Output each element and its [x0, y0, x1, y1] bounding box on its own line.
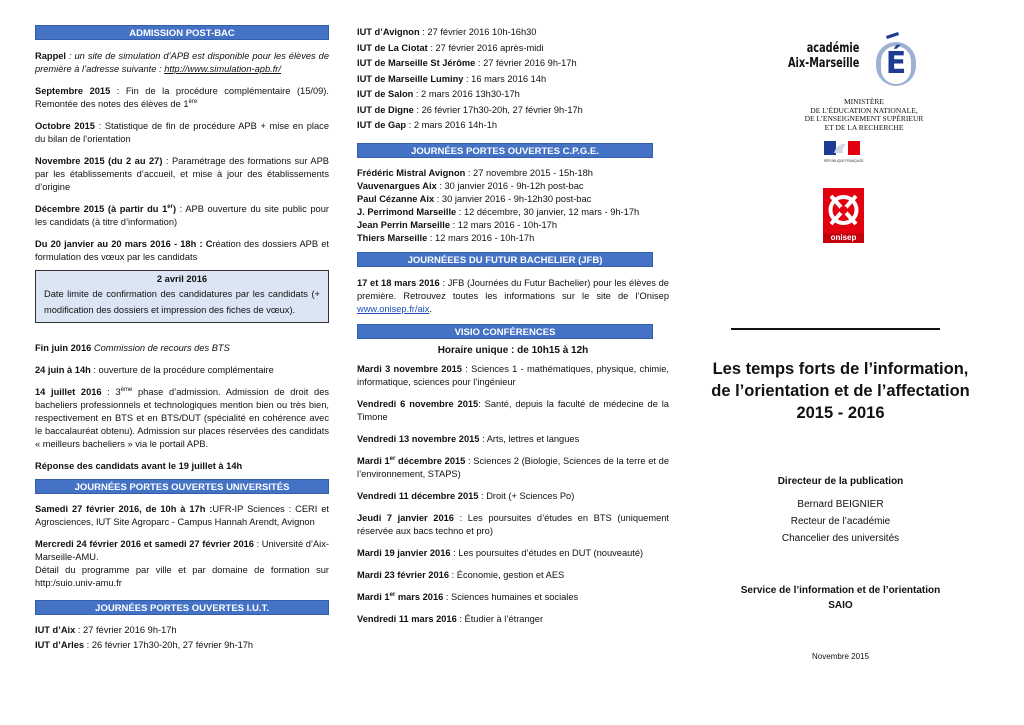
iut-item: IUT de Gap : 2 mars 2016 14h-1h — [357, 120, 498, 130]
academie-line2: Aix-Marseille — [788, 56, 860, 71]
univ-item-2-detail: Détail du programme par ville et par domaine de formation sur http:/suio.univ-amu.fr — [35, 565, 329, 588]
service-block: Service de l’information et de l’orientation SAIO — [740, 585, 941, 611]
onisep-wordmark: onisep — [823, 233, 864, 243]
item-juin-24: 24 juin à 14h : ouverture de la procédure complémentaire — [35, 365, 274, 375]
iut-item: IUT d’Arles : 26 février 17h30-20h, 27 février 9h-17h — [35, 640, 254, 650]
visio-item: Vendredi 13 novembre 2015 : Arts, lettres et langues — [357, 433, 580, 444]
deadline-box — [35, 270, 329, 323]
visio-item: Vendredi 11 décembre 2015 : Droit (+ Sciences Po) — [357, 490, 575, 501]
visio-item: Vendredi 6 novembre 2015: Santé, depuis la faculté de médecine de la Timone — [357, 398, 669, 422]
visio-list — [357, 363, 669, 626]
section-header-cpge: JOURNÉES PORTES OUVERTES C.P.G.E. — [357, 143, 653, 158]
visio-item: Mardi 3 novembre 2015 : Sciences 1 - mathématiques, physique, chimie, informatique, sciences pour l’ingénieur — [357, 363, 669, 387]
jfb-paragraph: 17 et 18 mars 2016 : JFB (Journées du Futur Bachelier) pour les élèves de première. Retrouvez toutes les informations sur le site de l’Onisep www.onisep.fr/aix. — [357, 277, 669, 314]
item-janvier: Du 20 janvier au 20 mars 2016 - 18h : Création des dossiers APB et formulation des vœux par les candidats — [35, 239, 329, 262]
republique-francaise-logo — [824, 141, 864, 163]
cpge-item: Paul Cézanne Aix : 30 janvier 2016 - 9h-12h30 post-bac — [357, 193, 592, 204]
item-novembre: Novembre 2015 (du 2 au 27) : Paramétrage des formations sur APB par les établissements d’accueil, et mise à jour des établissements d’origine — [35, 156, 329, 192]
cpge-item: Vauvenargues Aix : 30 janvier 2016 - 9h-12h post-bac — [357, 180, 584, 191]
rappel-label: Rappel — [35, 51, 66, 61]
visio-item: Mardi 1er décembre 2015 : Sciences 2 (Biologie, Sciences de la terre et de l’environnement, STAPS) — [357, 455, 670, 479]
academie-e-icon — [872, 32, 920, 88]
item-reponse: Réponse des candidats avant le 19 juillet à 14h — [35, 461, 243, 471]
directeur-label: Directeur de la publication — [777, 476, 904, 487]
visio-item: Vendredi 11 mars 2016 : Étudier à l’étranger — [357, 613, 544, 624]
item-juillet-14: 14 juillet 2016 : 3ème phase d’admission. Admission de droit des bacheliers professionnels et technologiques mention bien ou très bien, respectivement en BTS et en BTS/DUT (spécialité en cohérence avec le baccalauréat obtenu). Admission sur places réservées des candidats « meilleurs bacheliers » via le portail APB. — [35, 386, 330, 449]
iut-item: IUT de Marseille St Jérôme : 27 février 2016 9h-17h — [357, 58, 577, 68]
directeur-block: Directeur de la publication Bernard BEIGNIER Recteur de l’académie Chancelier des universités — [700, 475, 981, 547]
cpge-list — [357, 167, 669, 245]
rappel-paragraph: Rappel : un site de simulation d’APB est disponible pour les élèves de première à l’adresse suivante : http://www.simulation-apb.fr/ — [35, 51, 329, 74]
directeur-name: Bernard BEIGNIER — [797, 499, 884, 510]
publication-date: Novembre 2015 — [812, 652, 869, 661]
simulation-link[interactable]: http://www.simulation-apb.fr/ — [164, 64, 281, 74]
item-septembre: Septembre 2015 : Fin de la procédure complémentaire (15/09). Remontée des notes des élèves de 1ère — [35, 86, 329, 109]
deadline-text: Date limite de confirmation des candidatures par les candidats (+ modification des dossiers et impression des fiches de vœux). — [44, 289, 320, 315]
section-header-visio: VISIO CONFÉRENCES — [357, 324, 653, 339]
iut-item: IUT d’Aix : 27 février 2016 9h-17h — [35, 625, 177, 635]
column-left — [35, 0, 329, 652]
visio-item: Jeudi 7 janvier 2016 : Les poursuites d’études en BTS (uniquement réservée aux bacs techno et pro) — [357, 512, 669, 536]
iut-list — [357, 25, 669, 134]
iut-item: IUT de Salon : 2 mars 2016 13h30-17h — [357, 89, 520, 99]
title-divider — [731, 328, 940, 330]
tricolor-flag-icon — [824, 141, 860, 155]
item-juin: Fin juin 2016 Commission de recours des BTS — [35, 343, 230, 353]
visio-item: Mardi 23 février 2016 : Économie, gestion et AES — [357, 569, 565, 580]
onisep-symbol-icon — [823, 188, 864, 233]
cpge-item: Jean Perrin Marseille : 12 mars 2016 - 10h-17h — [357, 219, 558, 230]
cpge-item: J. Perrimond Marseille : 12 décembre, 30 janvier, 12 mars - 9h-17h — [357, 206, 640, 217]
academie-line1: académie — [806, 41, 860, 56]
column-middle — [357, 0, 669, 626]
item-decembre: Décembre 2015 (à partir du 1er) : APB ouverture du site public pour les candidats (à titre d’information) — [35, 203, 329, 227]
academie-e-letter: É — [885, 46, 907, 81]
visio-item: Mardi 1er mars 2016 : Sciences humaines et sociales — [357, 591, 579, 602]
univ-item-1: Samedi 27 février 2016, de 10h à 17h :UFR-IP Sciences : CERI et Agrosciences, IUT Site Agroparc - Campus Hannah Arendt, Avignon — [35, 504, 329, 527]
univ-item-2: Mercredi 24 février 2016 et samedi 27 février 2016 : Université d’Aix-Marseille-AMU. — [35, 539, 329, 562]
ministere-block: MINISTÈRE DE L’ÉDUCATION NATIONALE, DE L’ENSEIGNEMENT SUPÉRIEUR ET DE LA RECHERCHE — [804, 97, 924, 132]
iut-item: IUT de Digne : 26 février 17h30-20h, 27 février 9h-17h — [357, 104, 583, 115]
iut-item: IUT d’Avignon : 27 février 2016 10h-16h30 — [357, 27, 537, 37]
section-header-iut: JOURNÉES PORTES OUVERTES I.U.T. — [35, 600, 329, 615]
section-header-universites: JOURNÉES PORTES OUVERTES UNIVERSITÉS — [35, 479, 329, 494]
cpge-item: Thiers Marseille : 12 mars 2016 - 10h-17h — [357, 232, 535, 243]
academie-logo — [770, 27, 985, 97]
visio-horaire: Horaire unique : de 10h15 à 12h — [437, 344, 589, 356]
rf-caption: RÉPUBLIQUE FRANÇAISE — [824, 159, 864, 163]
iut-item: IUT de La Ciotat : 27 février 2016 après-midi — [357, 42, 544, 53]
section-header-jfb: JOURNÉEES DU FUTUR BACHELIER (JFB) — [357, 252, 653, 267]
deadline-title: 2 avril 2016 — [156, 274, 208, 284]
document-title: Les temps forts de l’information, de l’orientation et de l’affectation 2015 - 2016 — [711, 360, 970, 422]
iut-item: IUT de Marseille Luminy : 16 mars 2016 14h — [357, 73, 547, 84]
section-header-admission: ADMISSION POST-BAC — [35, 25, 329, 40]
onisep-logo — [823, 188, 864, 243]
onisep-link[interactable]: www.onisep.fr/aix — [357, 303, 430, 314]
visio-item: Mardi 19 janvier 2016 : Les poursuites d’études en DUT (nouveauté) — [357, 547, 644, 558]
cpge-item: Frédéric Mistral Avignon : 27 novembre 2015 - 15h-18h — [357, 167, 593, 178]
item-octobre: Octobre 2015 : Statistique de fin de procédure APB + mise en place du bilan de l’orientation — [35, 121, 329, 144]
